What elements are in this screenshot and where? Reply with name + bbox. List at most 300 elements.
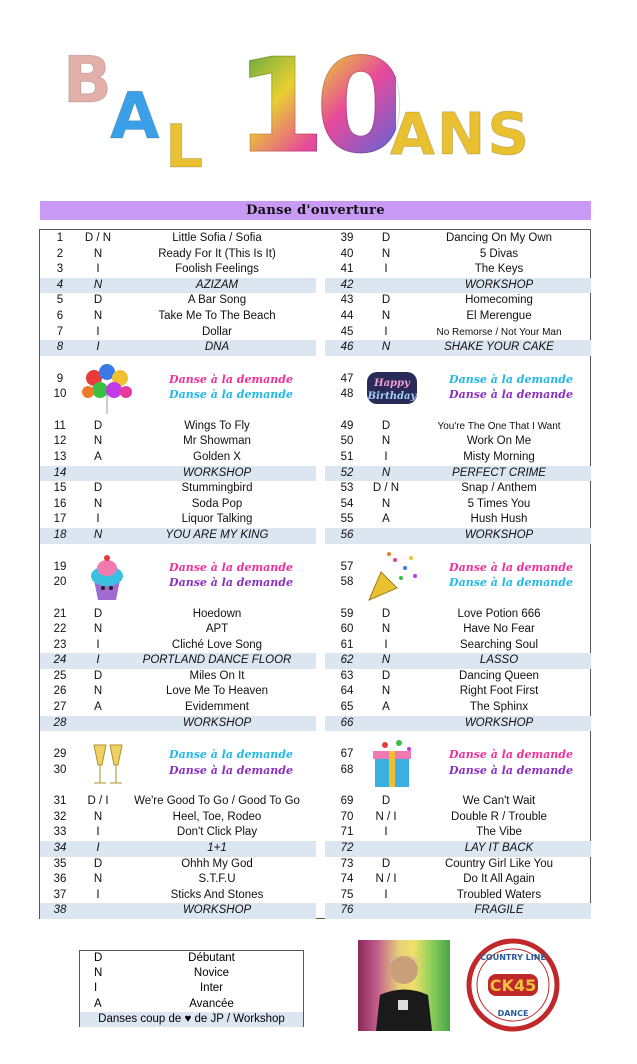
dance-number: 57 <box>340 560 354 573</box>
request-dance-row <box>40 575 316 591</box>
request-dance-row <box>40 372 316 388</box>
request-dance-row <box>40 747 316 763</box>
dance-number: 55 <box>340 513 354 526</box>
dance-title: We Can't Wait <box>462 795 536 808</box>
request-dance-label: Danse à la demande <box>169 748 293 762</box>
dance-row <box>40 888 316 904</box>
dance-title: Little Sofia / Sofia <box>172 232 262 244</box>
dance-title: 5 Times You <box>467 497 531 510</box>
dance-row <box>40 293 316 309</box>
dance-level: N <box>93 810 103 823</box>
svg-text:Happy: Happy <box>374 377 410 389</box>
level-legend <box>79 950 304 1027</box>
dance-level: N <box>93 685 103 698</box>
dance-title: Mr Showman <box>183 435 251 448</box>
dance-title: Hush Hush <box>470 513 528 526</box>
dance-level: I <box>96 826 100 839</box>
dance-title: 5 Divas <box>479 247 519 260</box>
dance-title: Golden X <box>193 450 241 463</box>
dance-title: Snap / Anthem <box>461 482 537 495</box>
dance-title: YOU ARE MY KING <box>165 528 269 541</box>
dance-level: I <box>96 341 100 354</box>
dance-number: 1 <box>56 232 64 244</box>
dance-number: 50 <box>340 435 354 448</box>
dance-level: I <box>96 888 100 901</box>
dance-row <box>40 825 316 841</box>
dance-title: LASSO <box>479 654 519 667</box>
dj-photo <box>358 940 450 1031</box>
highlighted-dance-row <box>325 841 591 857</box>
dance-level: N <box>381 654 391 667</box>
highlighted-dance-row <box>325 653 591 669</box>
request-dance-block <box>40 731 316 794</box>
balloon-letter-l: L <box>165 112 204 182</box>
dance-number: 26 <box>53 685 67 698</box>
dance-level: N / I <box>375 810 397 823</box>
dance-title: Foolish Feelings <box>175 263 259 276</box>
legend-code: N <box>94 967 103 980</box>
dance-level: D <box>381 857 391 870</box>
dance-list-left-column <box>40 231 316 919</box>
legend-code: I <box>94 982 98 995</box>
dance-number: 11 <box>54 419 66 432</box>
dance-level: D <box>381 294 391 307</box>
highlighted-dance-row <box>325 466 591 482</box>
dance-number: 13 <box>53 450 67 463</box>
legend-code: A <box>94 997 102 1010</box>
dance-number: 3 <box>56 263 64 276</box>
dance-title: Double R / Trouble <box>451 810 547 823</box>
dance-row <box>325 497 591 513</box>
dance-title: FRAGILE <box>474 904 524 917</box>
dance-row <box>325 325 591 341</box>
dance-level: N <box>93 278 103 291</box>
request-dance-block <box>40 356 316 419</box>
dance-list-table <box>39 229 591 919</box>
dance-number: 34 <box>53 842 67 855</box>
dance-title: El Merengue <box>466 309 532 322</box>
dance-title: Cliché Love Song <box>171 638 263 651</box>
dance-level: N <box>381 309 391 322</box>
club-logo-bottom: DANCE <box>497 1009 529 1018</box>
dance-level: N <box>93 435 103 448</box>
dance-number: 16 <box>53 497 67 510</box>
dance-number: 61 <box>340 638 354 651</box>
dance-number: 9 <box>56 372 64 385</box>
dance-title: SHAKE YOUR CAKE <box>444 341 554 354</box>
dance-title: Evidemment <box>185 701 249 714</box>
request-dance-block <box>40 544 316 607</box>
dance-title: Country Girl Like You <box>444 857 554 870</box>
dance-title: Heel, Toe, Rodeo <box>172 810 262 823</box>
dance-level: D <box>93 669 103 682</box>
dance-row <box>325 888 591 904</box>
dance-level: I <box>96 654 100 667</box>
dance-level: I <box>96 325 100 338</box>
legend-label: Novice <box>193 967 230 980</box>
dance-title: PORTLAND DANCE FLOOR <box>142 654 292 667</box>
dance-level: D <box>381 795 391 808</box>
dance-title: A Bar Song <box>187 294 247 307</box>
legend-highlight-note: Danses coup de ♥ de JP / Workshop <box>80 1012 303 1027</box>
request-dance-label: Danse à la demande <box>449 388 573 402</box>
dance-level: A <box>382 701 390 714</box>
dance-level: I <box>384 263 388 276</box>
dance-row <box>325 700 591 716</box>
dance-number: 59 <box>340 607 354 620</box>
dance-number: 31 <box>53 795 67 808</box>
dance-row <box>40 247 316 263</box>
dance-level: N <box>93 528 103 541</box>
dance-title: Homecoming <box>465 294 533 307</box>
dance-number: 70 <box>340 810 354 823</box>
dance-number: 68 <box>340 763 354 776</box>
dance-number: 66 <box>340 716 354 729</box>
dance-title: Work On Me <box>466 435 532 448</box>
dance-number: 19 <box>53 560 67 573</box>
dance-number: 54 <box>340 497 354 510</box>
dance-title: Take Me To The Beach <box>158 309 276 322</box>
dance-title: You're The One That I Want <box>437 420 561 432</box>
dance-number: 45 <box>340 325 354 338</box>
dance-title: Wings To Fly <box>184 419 250 432</box>
dance-level: N <box>93 497 103 510</box>
dance-row <box>325 607 591 623</box>
dance-number: 23 <box>53 638 67 651</box>
dance-title: PERFECT CRIME <box>452 466 546 479</box>
dance-number: 44 <box>340 309 354 322</box>
dance-title: WORKSHOP <box>182 466 252 479</box>
dance-number: 56 <box>340 528 354 541</box>
dance-level: D / I <box>87 795 109 808</box>
dance-row <box>40 512 316 528</box>
request-dance-block <box>325 356 591 419</box>
dance-title: Miles On It <box>189 669 245 682</box>
dance-title: LAY IT BACK <box>464 842 534 855</box>
dance-row <box>40 700 316 716</box>
dance-level: I <box>384 638 388 651</box>
dance-row <box>40 607 316 623</box>
legend-label: Débutant <box>188 952 235 964</box>
dance-level: D <box>93 607 103 620</box>
dance-row <box>325 857 591 873</box>
dance-level: I <box>96 842 100 855</box>
dance-title: WORKSHOP <box>182 904 252 917</box>
dance-title: APT <box>205 623 229 636</box>
dance-number: 64 <box>340 685 354 698</box>
dance-level: I <box>96 513 100 526</box>
dance-level: N <box>93 873 103 886</box>
dance-title: Love Potion 666 <box>457 607 541 620</box>
dance-row <box>40 262 316 278</box>
request-dance-label: Danse à la demande <box>449 763 573 777</box>
dance-title: Ohhh My God <box>181 857 253 870</box>
dance-title: Right Foot First <box>459 685 539 698</box>
dance-number: 21 <box>53 607 67 620</box>
dance-level: I <box>96 638 100 651</box>
dance-number: 22 <box>53 623 67 636</box>
request-dance-label: Danse à la demande <box>169 576 293 590</box>
dance-level: N <box>381 341 391 354</box>
dance-row <box>325 247 591 263</box>
dance-level: A <box>382 513 390 526</box>
dance-number: 15 <box>53 482 67 495</box>
dance-row <box>40 857 316 873</box>
dance-row <box>325 810 591 826</box>
highlighted-dance-row <box>325 528 591 544</box>
dance-row <box>40 794 316 810</box>
balloon-letter-a: A <box>110 80 160 154</box>
dance-title: Dollar <box>201 325 233 338</box>
dance-number: 7 <box>56 325 64 338</box>
dance-row <box>325 419 591 435</box>
dance-title: The Sphinx <box>469 701 529 714</box>
dance-level: A <box>94 450 102 463</box>
dance-number: 25 <box>53 669 67 682</box>
dance-number: 60 <box>340 623 354 636</box>
dance-level: I <box>96 263 100 276</box>
request-dance-label: Danse à la demande <box>449 372 573 386</box>
bal-10-ans-logo <box>55 30 595 190</box>
dance-title: Soda Pop <box>191 497 243 510</box>
request-dance-row <box>325 763 591 779</box>
dance-title: The Keys <box>474 263 524 276</box>
dance-row <box>40 419 316 435</box>
balloon-number-10: 10 <box>235 30 396 182</box>
request-dance-row <box>325 575 591 591</box>
dance-level: I <box>384 826 388 839</box>
highlighted-dance-row <box>325 903 591 919</box>
highlighted-dance-row <box>325 716 591 732</box>
dance-title: Ready For It (This Is It) <box>158 247 276 260</box>
dance-level: N <box>381 247 391 260</box>
dance-number: 35 <box>53 857 67 870</box>
dance-row <box>40 684 316 700</box>
dance-level: D <box>381 607 391 620</box>
request-dance-row <box>325 387 591 403</box>
highlighted-dance-row <box>40 528 316 544</box>
request-dance-label: Danse à la demande <box>169 560 293 574</box>
request-dance-label: Danse à la demande <box>449 560 573 574</box>
dance-row <box>40 481 316 497</box>
dance-row <box>40 872 316 888</box>
dance-number: 40 <box>340 247 354 260</box>
balloon-word-ans: ANS <box>390 100 532 168</box>
dance-number: 75 <box>340 888 354 901</box>
dance-title: Dancing On My Own <box>445 232 553 244</box>
dance-level: D / N <box>84 232 112 244</box>
legend-code: D <box>94 952 103 964</box>
dance-number: 48 <box>340 388 354 401</box>
request-dance-block <box>325 731 591 794</box>
highlighted-dance-row <box>325 278 591 294</box>
dance-level: D <box>93 857 103 870</box>
dance-number: 71 <box>340 826 354 839</box>
dance-number: 2 <box>56 247 64 260</box>
dance-row <box>325 794 591 810</box>
dance-number: 14 <box>53 466 67 479</box>
legend-label: Avancée <box>189 997 234 1010</box>
dance-number: 37 <box>53 888 67 901</box>
highlighted-dance-row <box>40 841 316 857</box>
dance-number: 33 <box>53 826 67 839</box>
highlighted-dance-row <box>40 278 316 294</box>
dance-level: D <box>93 419 103 432</box>
dance-row <box>40 434 316 450</box>
dance-number: 69 <box>340 795 354 808</box>
dance-row <box>325 309 591 325</box>
dance-row <box>325 638 591 654</box>
dance-row <box>40 325 316 341</box>
dance-number: 24 <box>53 654 67 667</box>
dance-row <box>325 450 591 466</box>
dance-level: D <box>93 482 103 495</box>
dance-row <box>40 810 316 826</box>
dance-level: N / I <box>375 873 397 886</box>
highlighted-dance-row <box>40 340 316 356</box>
dance-level: D <box>381 669 391 682</box>
dance-number: 58 <box>340 576 354 589</box>
request-dance-label: Danse à la demande <box>449 748 573 762</box>
dance-row <box>40 638 316 654</box>
dance-row <box>325 622 591 638</box>
dance-row <box>325 262 591 278</box>
dance-row <box>40 309 316 325</box>
highlighted-dance-row <box>40 716 316 732</box>
dance-number: 30 <box>53 763 67 776</box>
dance-number: 27 <box>53 701 67 714</box>
dance-number: 72 <box>340 842 354 855</box>
dance-number: 39 <box>340 232 354 244</box>
dance-title: Hoedown <box>192 607 242 620</box>
dance-title: Misty Morning <box>463 450 535 463</box>
dance-number: 5 <box>56 294 64 307</box>
request-dance-label: Danse à la demande <box>169 372 293 386</box>
dance-number: 51 <box>340 450 354 463</box>
dance-title: Love Me To Heaven <box>165 685 269 698</box>
dance-number: 20 <box>53 576 67 589</box>
dance-level: N <box>381 623 391 636</box>
dance-number: 29 <box>53 748 67 761</box>
request-dance-row <box>325 747 591 763</box>
balloon-letter-b: B <box>63 44 112 118</box>
dance-number: 49 <box>340 419 354 432</box>
dance-level: D <box>381 419 391 432</box>
dance-row <box>40 622 316 638</box>
request-dance-block <box>325 544 591 607</box>
dance-row <box>40 231 316 247</box>
dance-number: 65 <box>340 701 354 714</box>
dance-row <box>40 450 316 466</box>
dance-title: Don't Click Play <box>176 826 258 839</box>
dance-title: Do It All Again <box>463 873 535 886</box>
dance-row <box>325 481 591 497</box>
dance-number: 42 <box>340 278 354 291</box>
dance-number: 46 <box>340 341 354 354</box>
dance-number: 52 <box>340 466 354 479</box>
dance-row <box>325 434 591 450</box>
request-dance-row <box>40 763 316 779</box>
dance-level: N <box>381 435 391 448</box>
request-dance-label: Danse à la demande <box>169 388 293 402</box>
dance-title: No Remorse / Not Your Man <box>436 326 562 338</box>
request-dance-label: Danse à la demande <box>449 576 573 590</box>
club-logo-top: COUNTRY LINE <box>480 953 546 962</box>
dance-level: N <box>93 247 103 260</box>
request-dance-row <box>325 560 591 576</box>
highlighted-dance-row <box>40 903 316 919</box>
dance-level: I <box>384 325 388 338</box>
dance-row <box>325 669 591 685</box>
country-line-dance-logo <box>466 938 560 1032</box>
dance-row <box>325 825 591 841</box>
dance-level: D / N <box>372 482 400 495</box>
dance-row <box>40 497 316 513</box>
dance-title: Liquor Talking <box>181 513 253 526</box>
dance-number: 36 <box>53 873 67 886</box>
dance-title: AZIZAM <box>195 278 239 291</box>
request-dance-label: Danse à la demande <box>169 763 293 777</box>
dance-number: 38 <box>53 904 67 917</box>
dance-row <box>325 231 591 247</box>
dance-number: 67 <box>340 748 354 761</box>
request-dance-row <box>325 372 591 388</box>
highlighted-dance-row <box>325 340 591 356</box>
dance-title: Searching Soul <box>460 638 538 651</box>
dance-number: 63 <box>340 669 354 682</box>
dance-number: 62 <box>340 654 354 667</box>
dance-number: 53 <box>340 482 354 495</box>
dance-row <box>325 684 591 700</box>
dance-level: D <box>93 294 103 307</box>
dance-level: N <box>381 466 391 479</box>
dance-title: Stummingbird <box>181 482 253 495</box>
highlighted-dance-row <box>40 653 316 669</box>
dance-number: 10 <box>53 388 67 401</box>
dance-title: DNA <box>204 341 230 354</box>
dance-number: 43 <box>340 294 354 307</box>
dance-title: The Vibe <box>476 826 522 839</box>
dance-row <box>40 669 316 685</box>
dance-title: 1+1 <box>207 842 227 855</box>
request-dance-row <box>40 387 316 403</box>
dance-level: N <box>381 497 391 510</box>
highlighted-dance-row <box>40 466 316 482</box>
dance-number: 74 <box>340 873 354 886</box>
dance-number: 28 <box>53 716 67 729</box>
dance-level: I <box>384 888 388 901</box>
club-logo-center: CK45 <box>489 976 537 995</box>
dance-title: WORKSHOP <box>464 528 534 541</box>
dance-number: 17 <box>53 513 67 526</box>
dance-level: I <box>384 450 388 463</box>
legend-label: Inter <box>199 982 223 995</box>
dance-number: 8 <box>56 341 64 354</box>
dance-level: N <box>93 309 103 322</box>
dance-title: WORKSHOP <box>464 278 534 291</box>
dance-title: We're Good To Go / Good To Go <box>134 795 300 808</box>
dance-title: S.T.F.U <box>198 873 236 886</box>
svg-text:Birthday: Birthday <box>367 390 417 402</box>
dance-title: WORKSHOP <box>464 716 534 729</box>
dance-number: 12 <box>53 435 67 448</box>
dance-row <box>325 293 591 309</box>
dance-level: N <box>93 623 103 636</box>
dance-number: 18 <box>53 528 67 541</box>
dance-title: Have No Fear <box>463 623 535 636</box>
dance-list-right-column <box>325 231 591 919</box>
dance-number: 6 <box>56 309 64 322</box>
